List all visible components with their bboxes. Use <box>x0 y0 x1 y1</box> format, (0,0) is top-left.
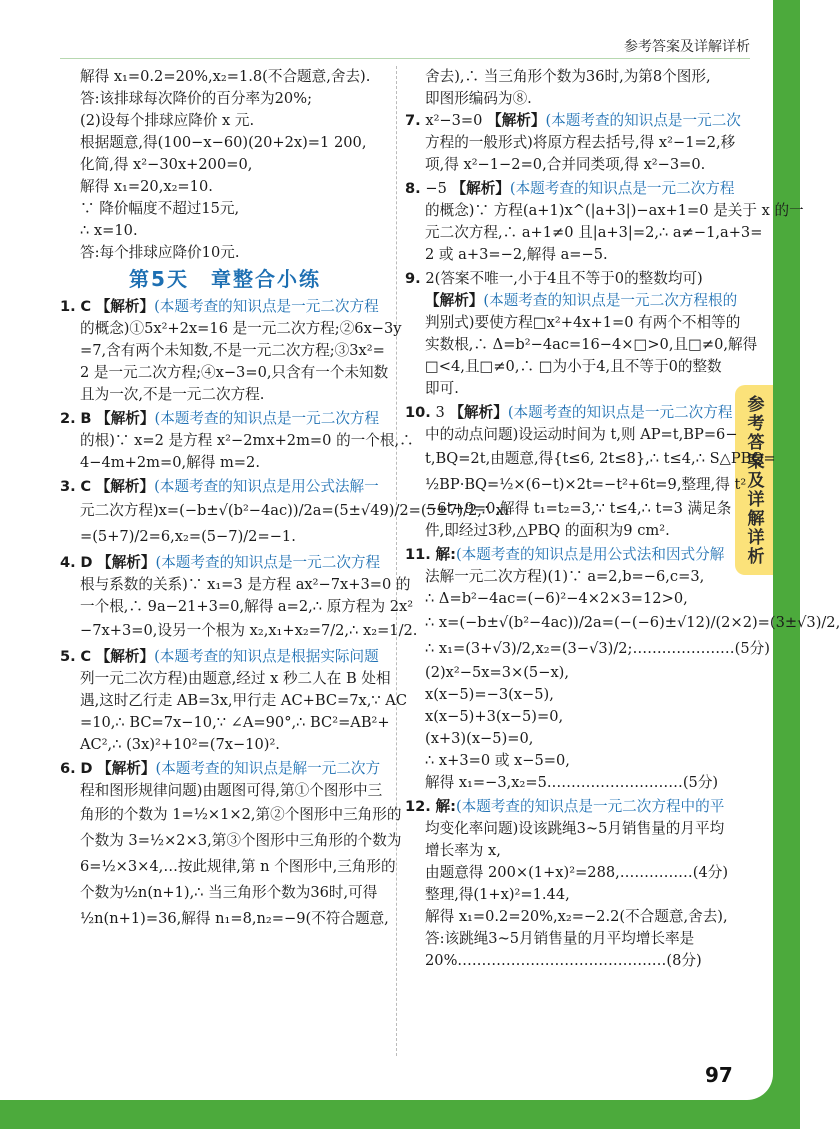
answer: 2(答案不唯一,小于4且不等于0的整数均可) <box>425 270 703 287</box>
answer: B <box>80 410 92 427</box>
text-line: AC²,∴ (3x)²+10²=(7x−10)². <box>80 736 280 753</box>
text-line: −7x+3=0,设另一个根为 x₂,x₁+x₂=7/2,∴ x₂=1/2. <box>80 622 418 639</box>
question-12 <box>405 796 735 972</box>
analysis-label: 【解析】 <box>95 478 155 495</box>
question-number: 1. <box>60 298 76 315</box>
text-line: −6t+9=0,解得 t₁=t₂=3,∵ t≤4,∴ t=3 满足条 <box>425 500 732 517</box>
text-line: 判别式)要使方程□x²+4x+1=0 有两个不相等的 <box>425 314 741 331</box>
question-number: 9. <box>405 270 421 287</box>
side-tab-label: 参考答案及详解详析 <box>743 394 764 566</box>
text-line: 法解一元二次方程)(1)∵ a=2,b=−6,c=3, <box>425 568 705 585</box>
answer: 解: <box>435 798 456 815</box>
text-line: 答:每个排球应降价10元. <box>80 244 240 261</box>
question-7 <box>405 110 741 176</box>
text-line: 的根)∵ x=2 是方程 x²−2mx+2m=0 的一个根,∴ <box>80 432 414 449</box>
text-line: 个数为½n(n+1),∴ 当三角形个数为36时,可得 <box>80 884 378 901</box>
question-8 <box>405 178 804 266</box>
question-number: 2. <box>60 410 76 427</box>
question-number: 3. <box>60 478 76 495</box>
text-line: ∴ x+3=0 或 x−5=0, <box>425 752 570 769</box>
text-line: 根与系数的关系)∵ x₁=3 是方程 ax²−7x+3=0 的 <box>80 576 411 593</box>
topic-note: (本题考查的知识点是用公式法解一 <box>154 478 379 495</box>
text-line: 列一元二次方程)由题意,经过 x 秒二人在 B 处相 <box>80 670 391 687</box>
text-line: =10,∴ BC=7x−10,∵ ∠A=90°,∴ BC²=AB²+ <box>80 714 390 731</box>
running-head: 参考答案及详解详析 <box>624 39 750 55</box>
answer: 3 <box>435 404 445 421</box>
text-line: 解得 x₁=20,x₂=10. <box>80 178 213 195</box>
text-line: 元二次方程)x=(−b±√(b²−4ac))/2a=(5±√49)/2=(5±7)/2,∴ x₁ <box>80 502 510 519</box>
analysis-label: 【解析】 <box>451 180 510 197</box>
text-line: 20%.……………………………………(8分) <box>425 952 702 969</box>
text-line: (x+3)(x−5)=0, <box>425 730 534 747</box>
text-line: t,BQ=2t,由题意,得{t≤6, 2t≤8},∴ t≤4,∴ S△PBQ= <box>425 450 776 467</box>
topic-note: (本题考查的知识点是根据实际问题 <box>154 648 379 665</box>
analysis-label: 【解析】 <box>449 404 508 421</box>
question-number: 11. <box>405 546 431 563</box>
analysis-label: 【解析】 <box>96 410 155 427</box>
text-line: (2)x²−5x=3×(5−x), <box>425 664 570 681</box>
analysis-label: 【解析】 <box>97 554 156 571</box>
text-line: ∵ 降价幅度不超过15元, <box>80 200 240 217</box>
header-rule <box>60 58 750 59</box>
topic-note: (本题考查的知识点是一元二次方程 <box>507 404 733 421</box>
analysis-label: 【解析】 <box>425 292 484 309</box>
text-line: 整理,得(1+x)²=1.44, <box>425 886 570 903</box>
text-line: 的概念)∵ 方程(a+1)x^(|a+3|)−ax+1=0 是关于 x 的一 <box>425 202 804 219</box>
topic-note: (本题考查的知识点是一元二次方程 <box>154 298 379 315</box>
text-line: 角形的个数为 1=½×1×2,第②个图形中三角形的 <box>80 806 402 823</box>
question-1 <box>60 296 402 406</box>
section-title: 第5天 章整合小练 <box>129 267 321 291</box>
topic-note: (本题考查的知识点是解一元二次方 <box>155 760 381 777</box>
text-line: 4−4m+2m=0,解得 m=2. <box>80 454 260 471</box>
answer: 解: <box>435 546 456 563</box>
topic-note: (本题考查的知识点是用公式法和因式分解 <box>455 546 725 563</box>
analysis-label: 【解析】 <box>487 112 546 129</box>
analysis-label: 【解析】 <box>95 648 155 665</box>
question-5 <box>60 646 408 756</box>
analysis-label: 【解析】 <box>97 760 156 777</box>
question-9 <box>405 268 758 400</box>
topic-note: (本题考查的知识点是一元二次 <box>545 112 741 129</box>
text-line: ∴ x=10. <box>80 222 138 239</box>
text-line: =7,含有两个未知数,不是一元二次方程;③3x²= <box>80 342 385 359</box>
text-line: ∴ Δ=b²−4ac=(−6)²−4×2×3=12>0, <box>425 590 688 607</box>
text-line: 6=½×3×4,…按此规律,第 n 个图形中,三角形的 <box>80 858 396 875</box>
text-line: x(x−5)+3(x−5)=0, <box>425 708 564 725</box>
text-line: 即可. <box>425 380 459 397</box>
text-line: 件,即经过3秒,△PBQ 的面积为9 cm². <box>425 522 670 539</box>
text-line: ½n(n+1)=36,解得 n₁=8,n₂=−9(不符合题意, <box>80 910 389 927</box>
text-line: x(x−5)=−3(x−5), <box>425 686 554 703</box>
page-number: 97 <box>705 1063 733 1087</box>
text-line: 答:该跳绳3~5月销售量的月平均增长率是 <box>425 930 695 947</box>
text-line: 解得 x₁=0.2=20%,x₂=−2.2(不合题意,舍去), <box>425 908 728 925</box>
text-line: =(5+7)/2=6,x₂=(5−7)/2=−1. <box>80 528 296 545</box>
text-line: 且为一次,不是一元二次方程. <box>80 386 265 403</box>
question-4 <box>60 552 418 644</box>
text-line: 解得 x₁=−3,x₂=5.………………………(5分) <box>425 774 719 791</box>
topic-note: (本题考查的知识点是一元二次方程 <box>509 180 735 197</box>
answer: −5 <box>425 180 447 197</box>
text-line: 均变化率问题)设该跳绳3~5月销售量的月平均 <box>425 820 725 837</box>
answer: C <box>80 648 92 665</box>
text-line: 答:该排球每次降价的百分率为20%; <box>80 90 312 107</box>
text-line: 2 或 a+3=−2,解得 a=−5. <box>425 246 608 263</box>
text-line: 增长率为 x, <box>425 842 501 859</box>
text-line: 根据题意,得(100−x−60)(20+2x)=1 200, <box>80 134 367 151</box>
topic-note: (本题考查的知识点是一元二次方程根的 <box>483 292 738 309</box>
text-line: 由题意得 200×(1+x)²=288,……………(4分) <box>425 864 729 881</box>
text-line: 元二次方程,∴ a+1≠0 且|a+3|=2,∴ a≠−1,a+3= <box>425 224 763 241</box>
answer: C <box>80 478 92 495</box>
question-6 <box>60 758 402 932</box>
text-line: ∴ x=(−b±√(b²−4ac))/2a=(−(−6)±√12)/(2×2)=(3±√3)/2, <box>425 614 840 631</box>
topic-note: (本题考查的知识点是一元二次方程中的平 <box>455 798 725 815</box>
column-divider <box>396 66 397 1056</box>
text-line: 舍去),∴ 当三角形个数为36时,为第8个图形, <box>425 68 711 85</box>
answer: D <box>80 760 93 777</box>
text-line: 即图形编码为⑧. <box>425 90 532 107</box>
text-line: 程和图形规律问题)由题图可得,第①个图形中三 <box>80 782 383 799</box>
question-3 <box>60 476 510 550</box>
question-number: 6. <box>60 760 76 777</box>
text-line: ½BP·BQ=½×(6−t)×2t=−t²+6t=9,整理,得 t² <box>425 476 747 493</box>
answer: x²−3=0 <box>425 112 483 129</box>
question-2 <box>60 408 414 474</box>
answer: D <box>80 554 93 571</box>
text-line: ∴ x₁=(3+√3)/2,x₂=(3−√3)/2;…………………(5分) <box>425 640 770 657</box>
text-line: 化简,得 x²−30x+200=0, <box>80 156 253 173</box>
text-line: 一个根,∴ 9a−21+3=0,解得 a=2,∴ 原方程为 2x² <box>80 598 414 615</box>
question-number: 12. <box>405 798 431 815</box>
question-number: 5. <box>60 648 76 665</box>
text-line: 遇,这时乙行走 AB=3x,甲行走 AC+BC=7x,∵ AC <box>80 692 408 709</box>
topic-note: (本题考查的知识点是一元二次方程 <box>155 554 381 571</box>
question-number: 10. <box>405 404 431 421</box>
text-line: 中的动点问题)设运动时间为 t,则 AP=t,BP=6− <box>425 426 738 443</box>
text-line: 项,得 x²−1−2=0,合并同类项,得 x²−3=0. <box>425 156 706 173</box>
text-line: □<4,且□≠0,∴ □为小于4,且不等于0的整数 <box>425 358 722 375</box>
question-number: 7. <box>405 112 421 129</box>
analysis-label: 【解析】 <box>95 298 155 315</box>
question-number: 4. <box>60 554 76 571</box>
text-line: 解得 x₁=0.2=20%,x₂=1.8(不合题意,舍去). <box>80 68 371 85</box>
text-line: 个数为 3=½×2×3,第③个图形中三角形的个数为 <box>80 832 402 849</box>
text-line: 的概念)①5x²+2x=16 是一元二次方程;②6x−3y <box>80 320 402 337</box>
text-line: (2)设每个排球应降价 x 元. <box>80 112 255 129</box>
question-number: 8. <box>405 180 421 197</box>
text-line: 实数根,∴ Δ=b²−4ac=16−4×□>0,且□≠0,解得 <box>425 336 758 353</box>
question-11 <box>405 544 840 794</box>
topic-note: (本题考查的知识点是一元二次方程 <box>154 410 380 427</box>
text-line: 方程的一般形式)将原方程去括号,得 x²−1=2,移 <box>425 134 736 151</box>
text-line: 2 是一元二次方程;④x−3=0,只含有一个未知数 <box>80 364 389 381</box>
answer: C <box>80 298 92 315</box>
